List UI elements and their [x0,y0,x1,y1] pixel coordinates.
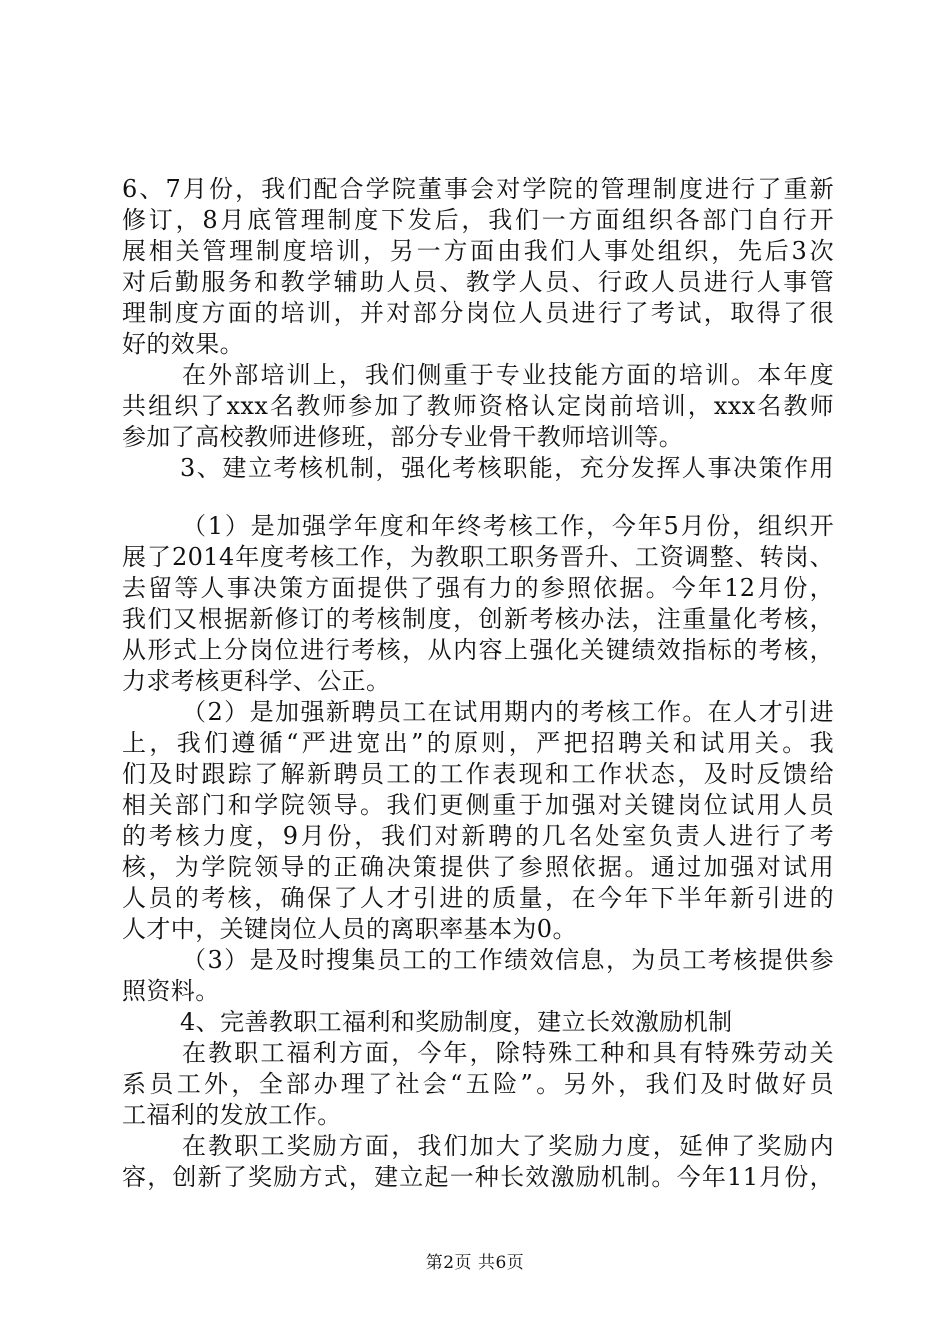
blank-line [122,484,834,511]
page-number-footer: 第2页 共6页 [425,1253,525,1273]
section-heading: 4、完善教职工福利和奖励制度，建立长效激励机制 [180,1008,733,1036]
text-line: 人员的考核，确保了人才引进的质量，在今年下半年新引进的 [122,884,834,912]
text-line: 上，我们遵循“严进宽出”的原则，严把招聘关和试用关。我 [122,729,834,757]
document-body [122,174,834,1193]
text-line: 我们又根据新修订的考核制度，创新考核办法，注重量化考核， [122,605,834,633]
text-line: 参加了高校教师进修班，部分专业骨干教师培训等。 [122,423,684,451]
text-line: 从形式上分岗位进行考核，从内容上强化关键绩效指标的考核， [122,636,834,664]
text-line: 相关部门和学院领导。我们更侧重于加强对关键岗位试用人员 [122,791,834,819]
text-line: 容，创新了奖励方式，建立起一种长效激励机制。今年11月份， [122,1163,834,1191]
section-heading: 3、建立考核机制，强化考核职能，充分发挥人事决策作用 [180,454,834,482]
text-line: （2）是加强新聘员工在试用期内的考核工作。在人才引进 [182,698,834,726]
text-line: 修订，8月底管理制度下发后，我们一方面组织各部门自行开 [122,206,834,234]
text-line: （3）是及时搜集员工的工作绩效信息，为员工考核提供参 [182,946,834,974]
text-line: 工福利的发放工作。 [122,1101,342,1129]
text-line: 的考核力度，9月份，我们对新聘的几名处室负责人进行了考 [122,822,834,850]
text-line: 照资料。 [122,977,220,1005]
text-line: 力求考核更科学、公正。 [122,667,391,695]
text-line: 们及时跟踪了解新聘员工的工作表现和工作状态，及时反馈给 [122,760,834,788]
text-line: 人才中，关键岗位人员的离职率基本为0。 [122,915,577,943]
text-line: 在教职工福利方面，今年，除特殊工种和具有特殊劳动关 [182,1039,834,1067]
text-line: 6、7月份，我们配合学院董事会对学院的管理制度进行了重新 [122,175,834,203]
text-line: 共组织了xxx名教师参加了教师资格认定岗前培训，xxx名教师 [122,392,834,420]
text-line: 对后勤服务和教学辅助人员、教学人员、行政人员进行人事管 [122,268,834,296]
text-line: 好的效果。 [122,330,244,358]
text-line: 在外部培训上，我们侧重于专业技能方面的培训。本年度 [182,361,834,389]
text-line: 系员工外，全部办理了社会“五险”。另外，我们及时做好员 [122,1070,834,1098]
text-line: 核，为学院领导的正确决策提供了参照依据。通过加强对试用 [122,853,834,881]
text-line: （1）是加强学年度和年终考核工作，今年5月份，组织开 [182,512,834,540]
text-line: 展了2014年度考核工作，为教职工职务晋升、工资调整、转岗、 [122,543,834,571]
text-line: 在教职工奖励方面，我们加大了奖励力度，延伸了奖励内 [182,1132,834,1160]
text-line: 去留等人事决策方面提供了强有力的参照依据。今年12月份， [122,574,834,602]
text-line: 展相关管理制度培训，另一方面由我们人事处组织，先后3次 [122,237,834,265]
text-line: 理制度方面的培训，并对部分岗位人员进行了考试，取得了很 [122,299,834,327]
